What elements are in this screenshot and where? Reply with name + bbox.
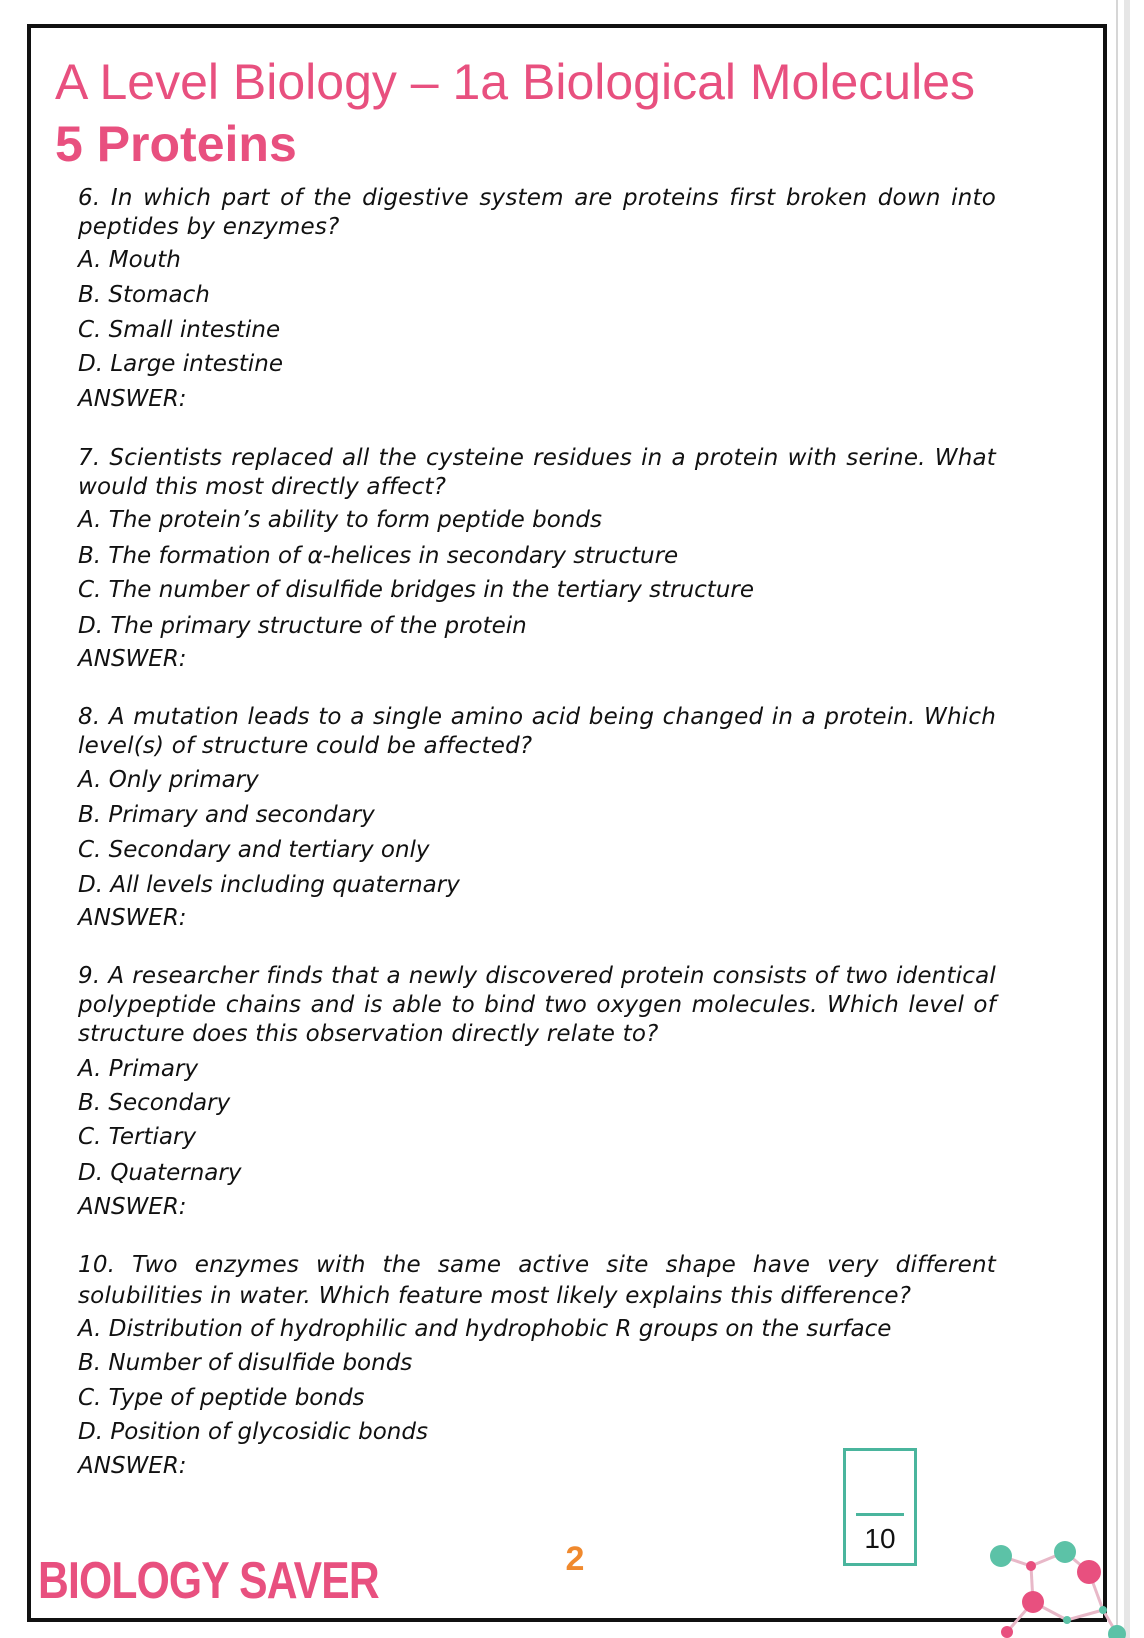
question-7-option-b: B. The formation of α-helices in secondary structure	[78, 543, 679, 569]
section-title: 5 Proteins	[55, 116, 297, 172]
question-8-option-a: A. Only primary	[78, 767, 259, 793]
question-9-option-a: A. Primary	[78, 1056, 199, 1082]
question-9-option-b: B. Secondary	[78, 1090, 231, 1116]
question-8-text: 8. A mutation leads to a single amino acid being changed in a protein. Which level(s) of structure could be affected?	[78, 704, 996, 759]
question-10-option-b: B. Number of disulfide bonds	[78, 1350, 413, 1376]
question-9-option-c: C. Tertiary	[78, 1124, 197, 1150]
question-10-option-c: C. Type of peptide bonds	[78, 1385, 365, 1411]
question-7-answer-label: ANSWER:	[78, 646, 187, 672]
question-8-option-d: D. All levels including quaternary	[78, 872, 460, 898]
question-10-option-d: D. Position of glycosidic bonds	[78, 1419, 428, 1445]
score-divider	[856, 1513, 904, 1516]
page-edge-shadow	[1124, 0, 1130, 1638]
question-8-option-b: B. Primary and secondary	[78, 802, 375, 828]
question-6-option-c: C. Small intestine	[78, 317, 281, 343]
question-6-option-a: A. Mouth	[78, 247, 181, 273]
question-7-text: 7. Scientists replaced all the cysteine residues in a protein with serine. What would this most directly affect?	[78, 445, 996, 500]
question-8-answer-label: ANSWER:	[78, 905, 187, 931]
page-title: A Level Biology – 1a Biological Molecules	[55, 54, 975, 110]
question-6-option-d: D. Large intestine	[78, 351, 284, 377]
question-8-option-c: C. Secondary and tertiary only	[78, 837, 430, 863]
question-10-answer-label: ANSWER:	[78, 1453, 187, 1479]
score-total: 10	[864, 1523, 896, 1554]
question-9-text: 9. A researcher finds that a newly discovered protein consists of two identical polypeptide chains and is able to bind two oxygen molecules. Which level of structure does this observation directly relate to?	[78, 963, 996, 1047]
molecule-icon	[985, 1530, 1135, 1638]
question-6-option-b: B. Stomach	[78, 282, 210, 308]
question-10-text: 10. Two enzymes with the same active site shape have very different solubilities in water. Which feature most likely explains this difference?	[78, 1252, 996, 1309]
biology-saver-logo: BIOLOGY SAVER	[38, 1552, 379, 1610]
question-7-option-d: D. The primary structure of the protein	[78, 613, 527, 639]
page-edge	[1116, 0, 1144, 1638]
score-box[interactable]	[843, 1448, 917, 1566]
page-number: 2	[565, 1540, 585, 1578]
question-9-option-d: D. Quaternary	[78, 1160, 242, 1186]
question-10-option-a: A. Distribution of hydrophilic and hydrophobic R groups on the surface	[78, 1316, 892, 1342]
question-7-option-c: C. The number of disulfide bridges in the tertiary structure	[78, 577, 754, 603]
question-6-answer-label: ANSWER:	[78, 386, 187, 412]
question-7-option-a: A. The protein’s ability to form peptide bonds	[78, 507, 602, 533]
question-9-answer-label: ANSWER:	[78, 1194, 187, 1220]
question-6-text: 6. In which part of the digestive system are proteins first broken down into peptides by enzymes?	[78, 185, 996, 240]
